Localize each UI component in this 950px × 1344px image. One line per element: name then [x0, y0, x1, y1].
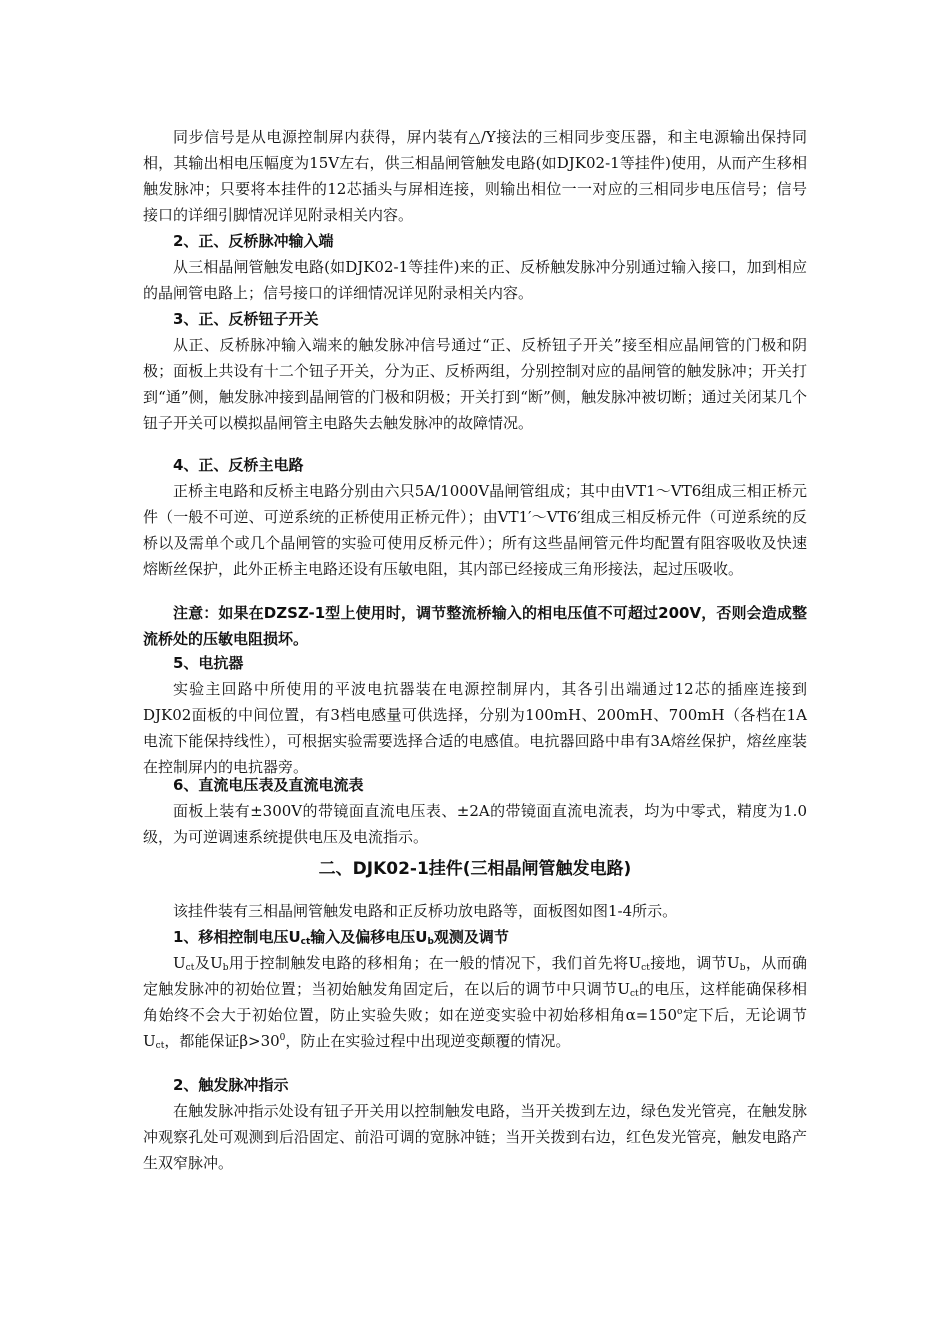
- section-title-djk02-1: 二、DJK02-1挂件(三相晶闸管触发电路): [318, 859, 632, 879]
- paragraph-phase-control: $U_{ct}$及$U_b$用于控制触发电路的移相角；在一般的情况下，我们首先将$U_{ct}$接地，调节$U_b$，从而确定触发脉冲的初始位置；当初始触发角固定后，在以后的调节中只调节$U_{ct}$的电压，这样能确保移相角始终不会大于初始位置，防止实验失败；如在逆变实验中初始移相角$\alpha=150^o$定下后，无论调节$U_{ct}$，都能保证$\beta>30^0$，防止在实验过程中出现逆变颠覆的情况。: [143, 954, 807, 1051]
- paragraph-toggle-switch: 从正、反桥脉冲输入端来的触发脉冲信号通过“正、反桥钮子开关”接至相应晶闸管的门极和阴极；面板上共设有十二个钮子开关，分为正、反桥两组，分别控制对应的晶闸管的触发脉冲；开关打到“通”侧，触发脉冲接到晶闸管的门极和阴极；开关打到“断”侧，触发脉冲被切断；通过关闭某几个钮子开关可以模拟晶闸管主电路失去触发脉冲的故障情况。: [143, 336, 807, 432]
- heading-phase-control: 1、移相控制电压$U_{ct}$输入及偏移电压$U_b$观测及调节: [173, 928, 509, 947]
- paragraph-meters: 面板上装有±300V的带镜面直流电压表、±2A的带镜面直流电流表，均为中零式，精度为1.0级，为可逆调速系统提供电压及电流指示。: [143, 802, 807, 846]
- note-warning: 注意：如果在DZSZ-1型上使用时，调节整流桥输入的相电压值不可超过200V，否则会造成整流桥处的压敏电阻损坏。: [143, 604, 807, 648]
- paragraph-reactor: 实验主回路中所使用的平波电抗器装在电源控制屏内，其各引出端通过12芯的插座连接到DJK02面板的中间位置，有3档电感量可供选择，分别为100mH、200mH、700mH（各档在1A电流下能保持线性），可根据实验需要选择合适的电感值。电抗器回路中串有3A熔丝保护，熔丝座装在控制屏内的电抗器旁。: [143, 680, 807, 776]
- heading-reactor: 5、电抗器: [173, 654, 244, 672]
- heading-main-circuit: 4、正、反桥主电路: [173, 456, 304, 474]
- heading-toggle-switch: 3、正、反桥钮子开关: [173, 310, 319, 328]
- paragraph-djk02-intro: 该挂件装有三相晶闸管触发电路和正反桥功放电路等，面板图如图1-4所示。: [173, 902, 678, 920]
- heading-pulse-input: 2、正、反桥脉冲输入端: [173, 232, 334, 250]
- paragraph-main-circuit: 正桥主电路和反桥主电路分别由六只5A/1000V晶闸管组成；其中由VT1～VT6组成三相正桥元件（一般不可逆、可逆系统的正桥使用正桥元件）；由VT1′～VT6′组成三相反桥元件（可逆系统的反桥以及需单个或几个晶闸管的实验可使用反桥元件）；所有这些晶闸管元件均配置有阻容吸收及快速熔断丝保护，此外正桥主电路还设有压敏电阻，其内部已经接成三角形接法，起过压吸收。: [143, 482, 807, 578]
- paragraph-pulse-indicator: 在触发脉冲指示处设有钮子开关用以控制触发电路，当开关拨到左边，绿色发光管亮，在触发脉冲观察孔处可观测到后沿固定、前沿可调的宽脉冲链；当开关拨到右边，红色发光管亮，触发电路产生双窄脉冲。: [143, 1102, 807, 1172]
- paragraph-pulse-input: 从三相晶闸管触发电路(如DJK02-1等挂件)来的正、反桥触发脉冲分别通过输入接口，加到相应的晶闸管电路上；信号接口的详细情况详见附录相关内容。: [143, 258, 807, 302]
- heading-meters: 6、直流电压表及直流电流表: [173, 776, 364, 794]
- heading-pulse-indicator: 2、触发脉冲指示: [173, 1076, 289, 1094]
- paragraph-sync-signal: 同步信号是从电源控制屏内获得，屏内装有△/Y接法的三相同步变压器，和主电源输出保持同相，其输出相电压幅度为15V左右，供三相晶闸管触发电路(如DJK02-1等挂件)使用，从而产生移相触发脉冲；只要将本挂件的12芯插头与屏相连接，则输出相位一一对应的三相同步电压信号；信号接口的详细引脚情况详见附录相关内容。: [143, 128, 807, 224]
